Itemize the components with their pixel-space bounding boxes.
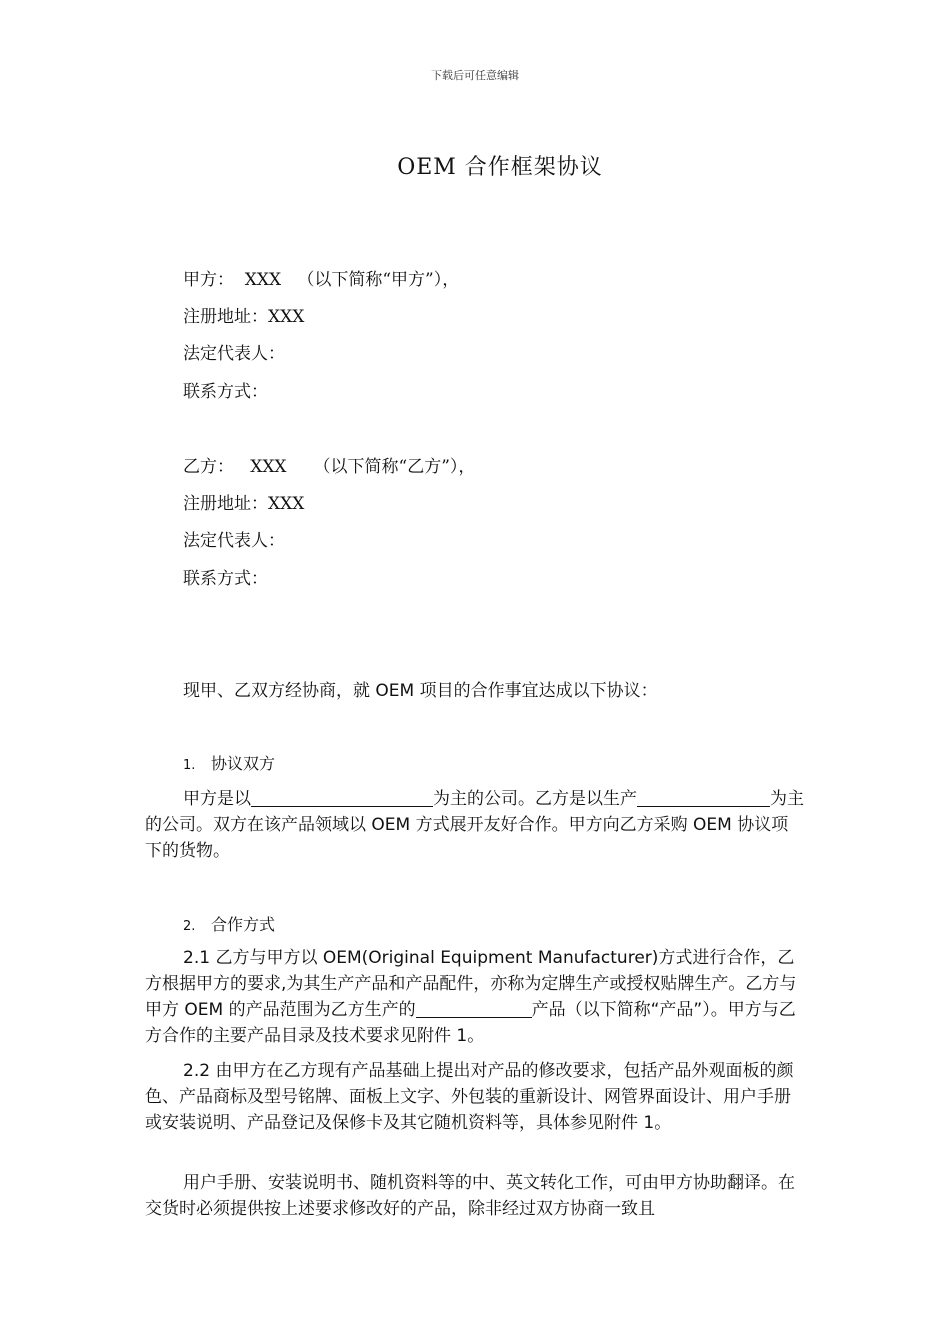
section-2-number: 2. — [183, 919, 196, 934]
section-2-2-paragraph — [145, 1058, 805, 1136]
document-title: OEM 合作框架协议 — [397, 155, 603, 180]
section-1-title: 协议双方 — [211, 754, 276, 773]
blank-line-product-scope — [416, 999, 532, 1018]
section-1-text-c: 为主的公司。双方在该产品领域以 OEM 方式展开友好合作。甲方向乙方采购 OEM 协议项下的货物。 — [145, 789, 804, 861]
section-2-1-text-b: 产品（以下简称“产品”）。甲方与乙方合作的主要产品目录及技术要求见附件 1。 — [145, 1000, 796, 1046]
section-2-2-text: 2.2 由甲方在乙方现有产品基础上提出对产品的修改要求，包括产品外观面板的颜色、产品商标及型号铭牌、面板上文字、外包装的重新设计、网管界面设计、用户手册或安装说明、产品登记及保修卡及其它随机资料等，具体参见附件 1。 — [145, 1061, 794, 1133]
intro-paragraph: 现甲、乙双方经协商，就 OEM 项目的合作事宜达成以下协议： — [183, 681, 658, 701]
party-a-contact: 联系方式： — [183, 382, 268, 402]
section-2-1-text-a: 2.1 乙方与甲方以 OEM(Original Equipment Manufacturer)方式进行合作，乙方根据甲方的要求,为其生产产品和产品配件，亦称为定牌生产或授权贴牌生产。乙方与甲方 OEM 的产品范围为乙方生产的 — [145, 948, 797, 1020]
party-b-address: 注册地址：XXX — [183, 494, 305, 514]
section-2-3-paragraph — [145, 1170, 805, 1222]
blank-line-a-business — [251, 788, 433, 807]
blank-line-b-product — [637, 788, 770, 807]
section-1-text-a: 甲方是以 — [183, 789, 251, 809]
section-2-heading — [183, 912, 275, 935]
section-2-title: 合作方式 — [211, 915, 276, 934]
section-2-1-paragraph — [145, 945, 805, 1049]
page-header-note: 下载后可任意编辑 — [431, 69, 519, 82]
party-b-contact: 联系方式： — [183, 569, 268, 589]
section-1-paragraph — [145, 786, 805, 864]
section-1-heading — [183, 751, 275, 774]
section-1-text-b: 为主的公司。乙方是以生产 — [433, 789, 637, 809]
section-1-number: 1. — [183, 758, 196, 773]
party-b-representative: 法定代表人： — [183, 531, 285, 551]
party-b-name-line: 乙方： XXX （以下简称“乙方”）， — [183, 457, 476, 477]
section-2-3-text: 用户手册、安装说明书、随机资料等的中、英文转化工作，可由甲方协助翻译。在交货时必须提供按上述要求修改好的产品，除非经过双方协商一致且 — [145, 1173, 795, 1219]
party-a-name-line: 甲方： XXX （以下简称“甲方”）， — [183, 270, 460, 290]
party-a-representative: 法定代表人： — [183, 344, 285, 364]
party-a-address: 注册地址：XXX — [183, 307, 305, 327]
